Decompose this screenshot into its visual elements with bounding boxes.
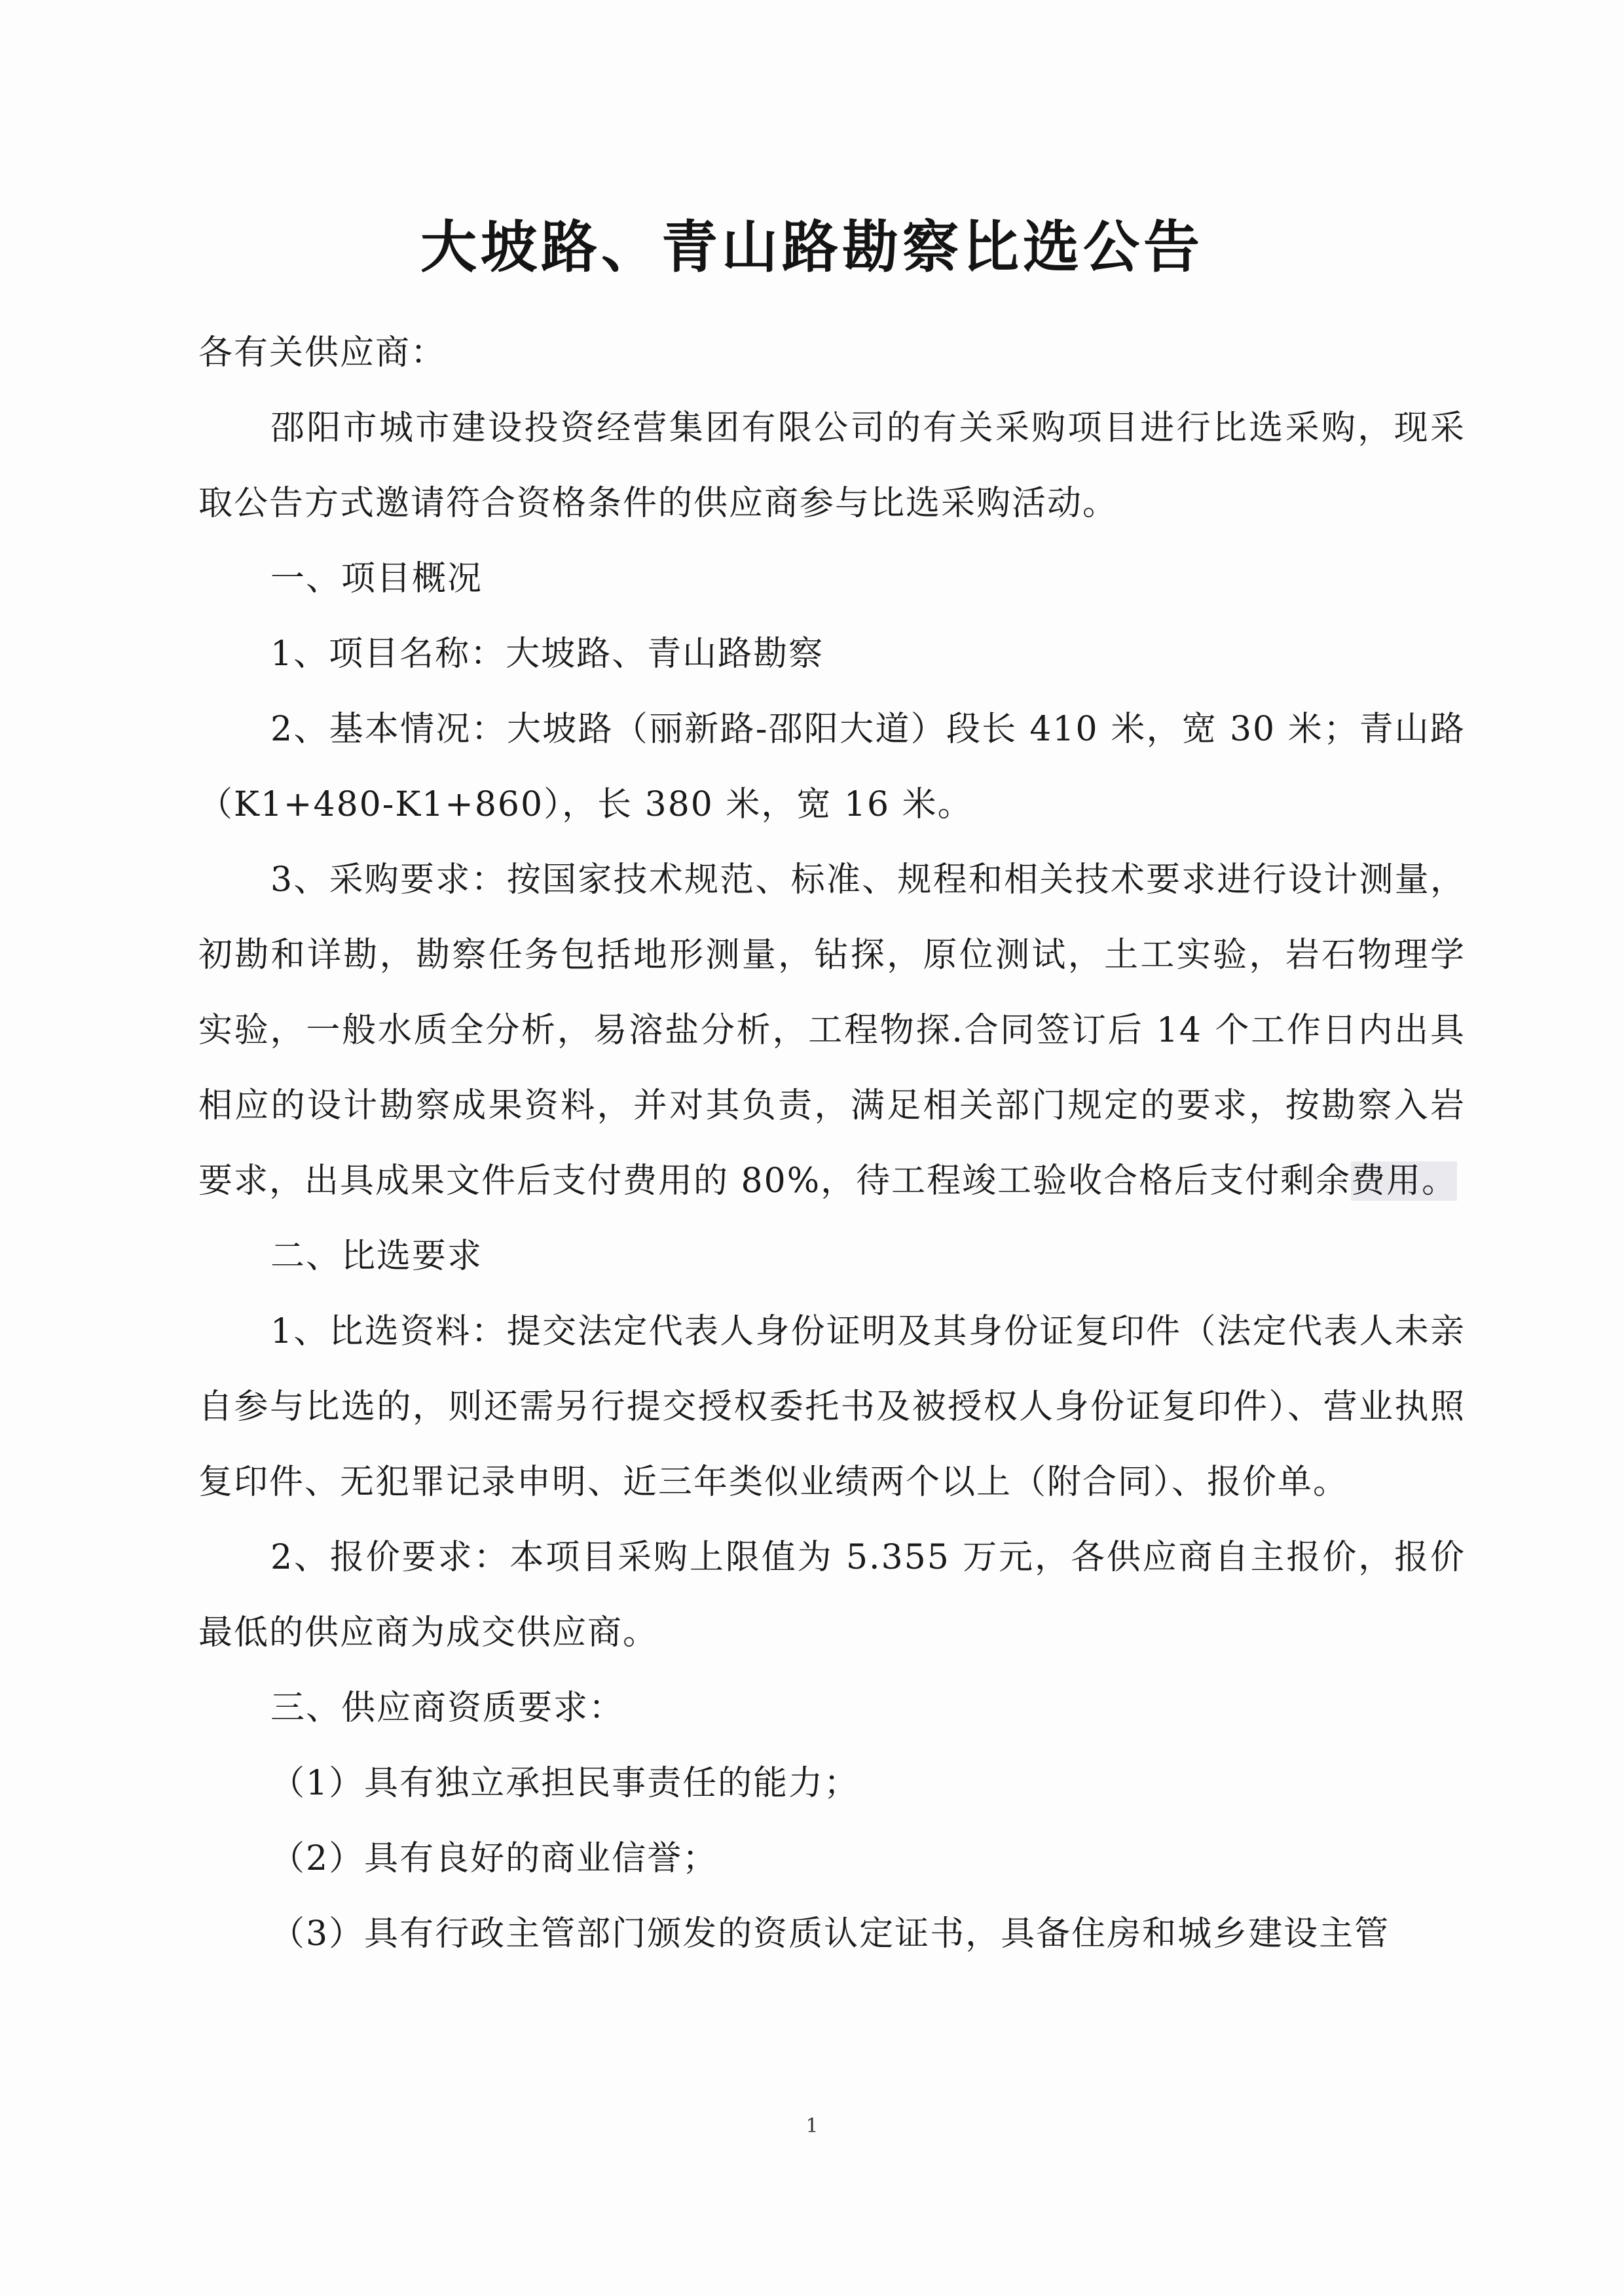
section-1-heading: 一、项目概况 xyxy=(270,559,483,598)
section-2-heading: 二、比选要求 xyxy=(270,1237,483,1276)
intro-paragraph: 邵阳市城市建设投资经营集团有限公司的有关采购项目进行比选采购，现采取公告方式邀请符合资格条件的供应商参与比选采购活动。 xyxy=(198,409,1466,523)
page-number: 1 xyxy=(805,2115,819,2138)
section-3-heading: 三、供应商资质要求： xyxy=(270,1688,625,1728)
document-body xyxy=(198,316,1466,1972)
section-1-item-3 xyxy=(198,843,1466,1219)
section-1-item-1: 1、项目名称：大坡路、青山路勘察 xyxy=(270,634,824,674)
section-2-item-2: 2、报价要求：本项目采购上限值为 5.355 万元，各供应商自主报价，报价最低的供应商为成交供应商。 xyxy=(198,1538,1466,1652)
qualification-3: （3）具有行政主管部门颁发的资质认定证书，具备住房和城乡建设主管 xyxy=(270,1914,1390,1954)
salutation: 各有关供应商： xyxy=(198,333,447,373)
section-1-item-2: 2、基本情况：大坡路（丽新路-邵阳大道）段长 410 米，宽 30 米；青山路（K1+480-K1+860），长 380 米，宽 16 米。 xyxy=(198,710,1466,824)
document-title: 大坡路、青山路勘察比选公告 xyxy=(420,214,1204,280)
qualification-1: （1）具有独立承担民事责任的能力； xyxy=(270,1764,860,1803)
section-1-item-3-text: 3、采购要求：按国家技术规范、标准、规程和相关技术要求进行设计测量，初勘和详勘，勘察任务包括地形测量，钻探，原位测试，土工实验，岩石物理学实验，一般水质全分析，易溶盐分析，工程物探.合同签订后 14 个工作日内出具相应的设计勘察成果资料，并对其负责，满足相关部门规定的要求，按勘察入岩要求，出具成果文件后支付费用的 80%，待工程竣工验收合格后支付剩余 xyxy=(198,860,1466,1201)
qualification-2: （2）具有良好的商业信誉； xyxy=(270,1839,718,1878)
highlighted-text: 费用。 xyxy=(1351,1161,1458,1201)
section-2-item-1: 1、比选资料：提交法定代表人身份证明及其身份证复印件（法定代表人未亲自参与比选的，则还需另行提交授权委托书及被授权人身份证复印件）、营业执照复印件、无犯罪记录申明、近三年类似业绩两个以上（附合同）、报价单。 xyxy=(198,1312,1466,1502)
